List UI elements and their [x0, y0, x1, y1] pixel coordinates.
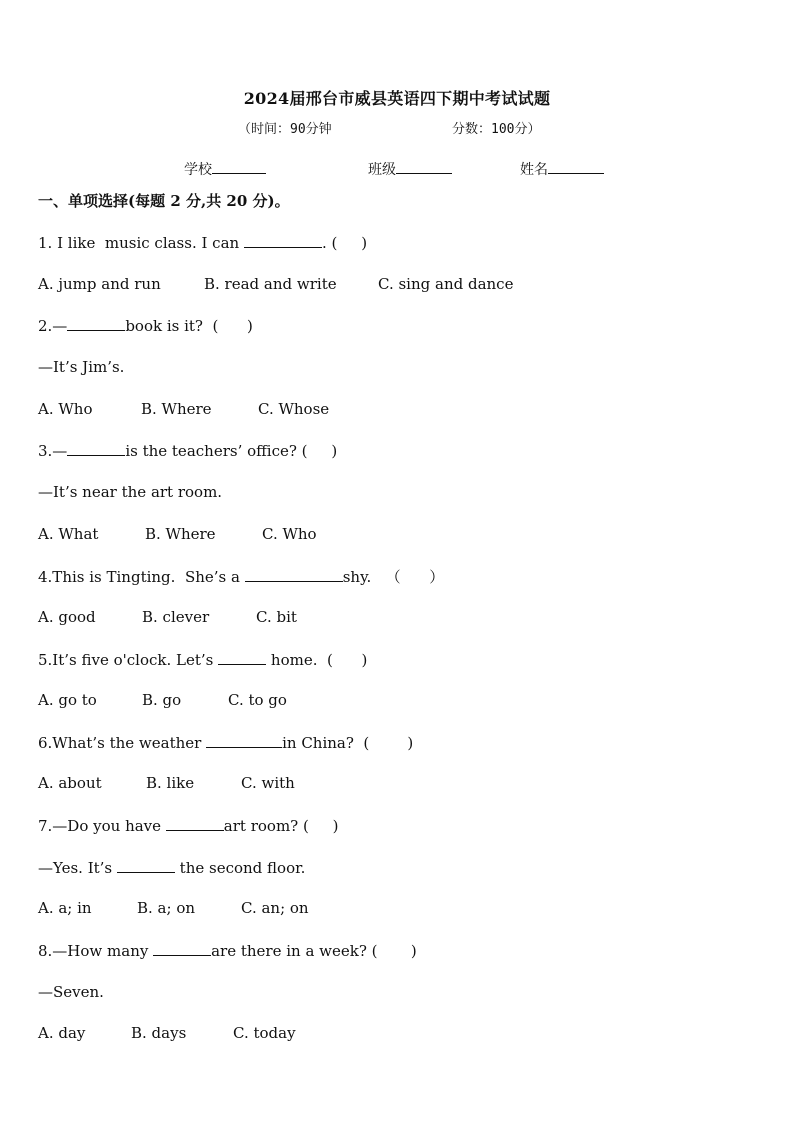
answer-blank[interactable]: [67, 316, 125, 331]
option-a[interactable]: A. about: [38, 774, 102, 792]
question-6: [38, 733, 413, 752]
question-text: 8.—How many: [38, 942, 154, 960]
option-b[interactable]: B. clever: [142, 608, 210, 626]
question-1: [38, 233, 367, 252]
school-label: 学校: [184, 162, 212, 178]
option-a[interactable]: A. day: [38, 1024, 86, 1042]
name-field: [520, 159, 604, 179]
class-blank[interactable]: [396, 159, 452, 174]
name-blank[interactable]: [548, 159, 604, 174]
question-5: [38, 650, 367, 669]
question-text: 1. I like music class. I can: [38, 234, 244, 252]
question-text: book is it? ( ): [125, 317, 253, 335]
option-a[interactable]: A. good: [38, 608, 96, 626]
question-text: —Yes. It’s: [38, 859, 117, 877]
question-8: [38, 941, 417, 960]
question-7: [38, 816, 339, 835]
exam-title: 2024届邢台市威县英语四下期中考试试题: [243, 89, 551, 108]
option-b[interactable]: B. like: [146, 774, 195, 792]
option-b[interactable]: B. a; on: [137, 899, 196, 917]
question-text: is the teachers’ office? ( ): [125, 442, 338, 460]
question-text: shy. （ ）: [342, 568, 445, 586]
school-field: [184, 159, 266, 179]
answer-blank[interactable]: [218, 650, 266, 665]
question-2-reply: —It’s Jim’s.: [38, 358, 125, 376]
question-text: art room? ( ): [223, 817, 339, 835]
question-text: . ( ): [321, 234, 368, 252]
option-b[interactable]: B. Where: [141, 400, 212, 418]
option-c[interactable]: C. sing and dance: [378, 275, 514, 293]
question-text: 5.It’s five o'clock. Let’s: [38, 651, 219, 669]
school-blank[interactable]: [212, 159, 266, 174]
option-c[interactable]: C. Whose: [258, 400, 330, 418]
question-text: 2.—: [38, 317, 68, 335]
class-label: 班级: [368, 162, 396, 178]
name-label: 姓名: [520, 162, 548, 178]
answer-blank[interactable]: [206, 733, 282, 748]
question-text: in China? ( ): [282, 734, 414, 752]
option-a[interactable]: A. a; in: [38, 899, 92, 917]
answer-blank[interactable]: [245, 567, 343, 582]
exam-time: （时间：90分钟: [238, 122, 332, 137]
question-4: [38, 566, 444, 587]
question-8-reply: —Seven.: [38, 983, 104, 1001]
question-text: 4.This is Tingting. She’s a: [38, 568, 245, 586]
option-c[interactable]: C. with: [241, 774, 295, 792]
option-a[interactable]: A. Who: [38, 400, 93, 418]
option-c[interactable]: C. an; on: [241, 899, 309, 917]
question-text: home. ( ): [266, 651, 368, 669]
option-c[interactable]: C. Who: [262, 525, 317, 543]
answer-blank[interactable]: [166, 816, 224, 831]
question-text: 3.—: [38, 442, 68, 460]
option-a[interactable]: A. What: [38, 525, 99, 543]
question-3-reply: —It’s near the art room.: [38, 483, 223, 501]
exam-score: 分数：100分）: [452, 122, 541, 137]
question-3: [38, 441, 337, 460]
option-b[interactable]: B. read and write: [204, 275, 337, 293]
option-b[interactable]: B. go: [142, 691, 182, 709]
class-field: [368, 159, 452, 179]
question-text: are there in a week? ( ): [211, 942, 417, 960]
section-title: 一、单项选择(每题 2 分,共 20 分)。: [38, 192, 290, 210]
answer-blank[interactable]: [67, 441, 125, 456]
option-c[interactable]: C. bit: [256, 608, 297, 626]
question-2: [38, 316, 253, 335]
option-b[interactable]: B. Where: [145, 525, 216, 543]
answer-blank[interactable]: [117, 858, 175, 873]
option-a[interactable]: A. jump and run: [38, 275, 161, 293]
option-c[interactable]: C. to go: [228, 691, 287, 709]
answer-blank[interactable]: [244, 233, 322, 248]
question-7-reply: [38, 858, 305, 877]
option-a[interactable]: A. go to: [38, 691, 97, 709]
question-text: 7.—Do you have: [38, 817, 166, 835]
answer-blank[interactable]: [153, 941, 211, 956]
question-text: the second floor.: [174, 859, 306, 877]
option-c[interactable]: C. today: [233, 1024, 296, 1042]
question-text: 6.What’s the weather: [38, 734, 207, 752]
option-b[interactable]: B. days: [131, 1024, 187, 1042]
